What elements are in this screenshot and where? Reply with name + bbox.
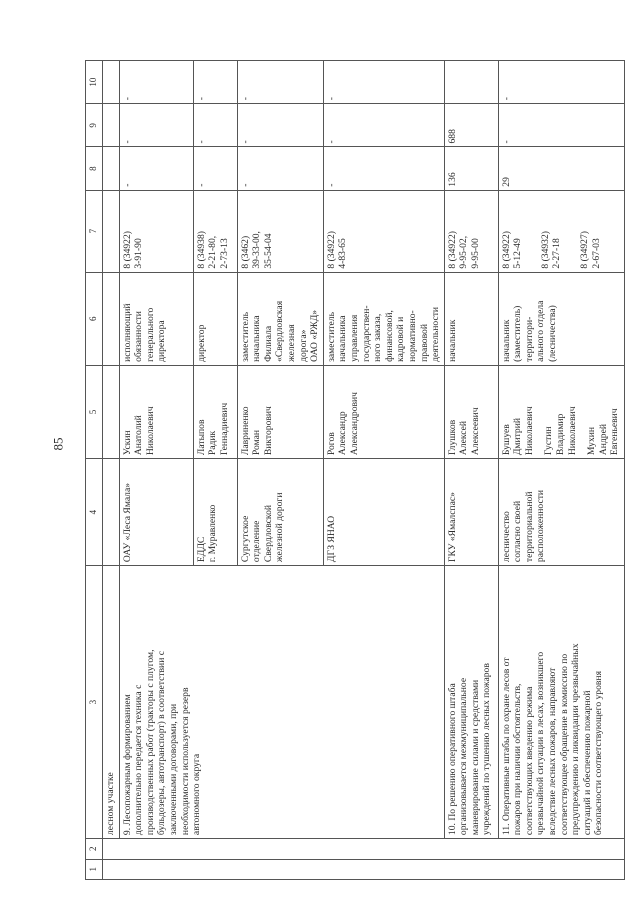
position: заместитель начальника управления государствен- ного заказа, финансовой, кадровой и нормативно- правовой деятельности [323,272,444,365]
position: заместитель начальника Филиала «Свердловская железная дорога» ОАО «РЖД» [237,272,323,365]
col8-value: 136 [444,147,498,190]
col10-value: - [193,61,237,104]
person-name: Лавриненко Роман Викторович [237,365,323,458]
header-col-5: 5 [86,365,103,458]
col10-value [444,61,498,104]
header-col-10: 10 [86,61,103,104]
col8-value: - [119,147,193,190]
header-col-2: 2 [86,839,103,859]
person-name: Ускин Анатолий Николаевич [119,365,193,458]
header-row [86,61,103,880]
col9-value: - [323,104,444,147]
phone: 8 (34922) 3-91-90 [119,190,193,272]
col1-cell [103,859,625,879]
col8-value: - [323,147,444,190]
intro-row [103,61,120,880]
header-col-9: 9 [86,104,103,147]
position: начальник (заместитель) территори- ального отдела (лесничества) [498,272,624,365]
col10-value: - [323,61,444,104]
col8-value: - [193,147,237,190]
row-9-text: 9. Лесопожарным формированием дополнительно передается техника с производственных работ (тракторы с плугом, бульдозеры, автотранспорт) в соответствии с заключенными договорами, при необходимости используется резерв автономного округа [119,566,444,839]
person-name: Латыпов Радик Геннадиевич [193,365,237,458]
person-name: Рогов Александр Александрович [323,365,444,458]
col9-value: 688 [444,104,498,147]
org: ЕДДС г. Муравленко [193,459,237,566]
intro-text: лесном участке [103,566,120,839]
person-name: Бушуев Дмитрий Николаевич Густин Владимир Николаевич Мухин Андрей Евгеньевич [498,365,624,458]
row-10 [444,61,498,880]
position: начальник [444,272,498,365]
header-col-7: 7 [86,190,103,272]
org: Сургутское отделение Свердловской железной дороги [237,459,323,566]
col9-value: - [119,104,193,147]
phone: 8 (34922) 5-12-49 8 (34932) 2-27-18 8 (34927) 2-67-03 [498,190,624,272]
col10-value: - [237,61,323,104]
header-col-6: 6 [86,272,103,365]
phone: 8 (34922) 4-83-65 [323,190,444,272]
row-10-text: 10. По решению оперативного штаба организовывается межмуниципальное маневрирование силами и средствами учреждений по тушению лесных пожаров [444,566,498,839]
col2-cell [103,839,625,859]
col9-value: - [193,104,237,147]
header-col-3: 3 [86,566,103,839]
col8-value: 29 [498,147,624,190]
position: директор [193,272,237,365]
position: исполняющий обязанности генерального директора [119,272,193,365]
col10-value: - [119,61,193,104]
phone: 8 (3462) 39-33-00, 35-54-04 [237,190,323,272]
col8-value: - [237,147,323,190]
row-9-sub-1 [119,61,193,880]
person-name: Глушков Алексей Алексеевич [444,365,498,458]
org: лесничество согласно своей территориальной расположенности [498,459,624,566]
phone: 8 (34922) 9-95-02, 9-95-00 [444,190,498,272]
org: ГКУ «Ямалспас» [444,459,498,566]
org: ОАУ «Леса Ямала» [119,459,193,566]
header-col-1: 1 [86,859,103,879]
header-col-4: 4 [86,459,103,566]
col9-value: - [498,104,624,147]
page-number: 85 [50,437,66,451]
org: ДГЗ ЯНАО [323,459,444,566]
row-11-text: 11. Оперативные штабы по охране лесов от пожаров при наличии обстоятельств, соответствующих введению режима чрезвычайной ситуации в лесах, возникшего вследствие лесных пожаров, направляют соответствующее обращение в комиссию по предупреждению и ликвидации чрезвычайных ситуаций и обеспечению пожарной безопасности соответствующего уровня [498,566,624,839]
phone: 8 (34938) 2-21-80, 2-73-13 [193,190,237,272]
col9-value: - [237,104,323,147]
fire-response-table [85,60,625,880]
header-col-8: 8 [86,147,103,190]
row-11 [498,61,624,880]
rotated-table-page [85,60,621,880]
col10-value: - [498,61,624,104]
